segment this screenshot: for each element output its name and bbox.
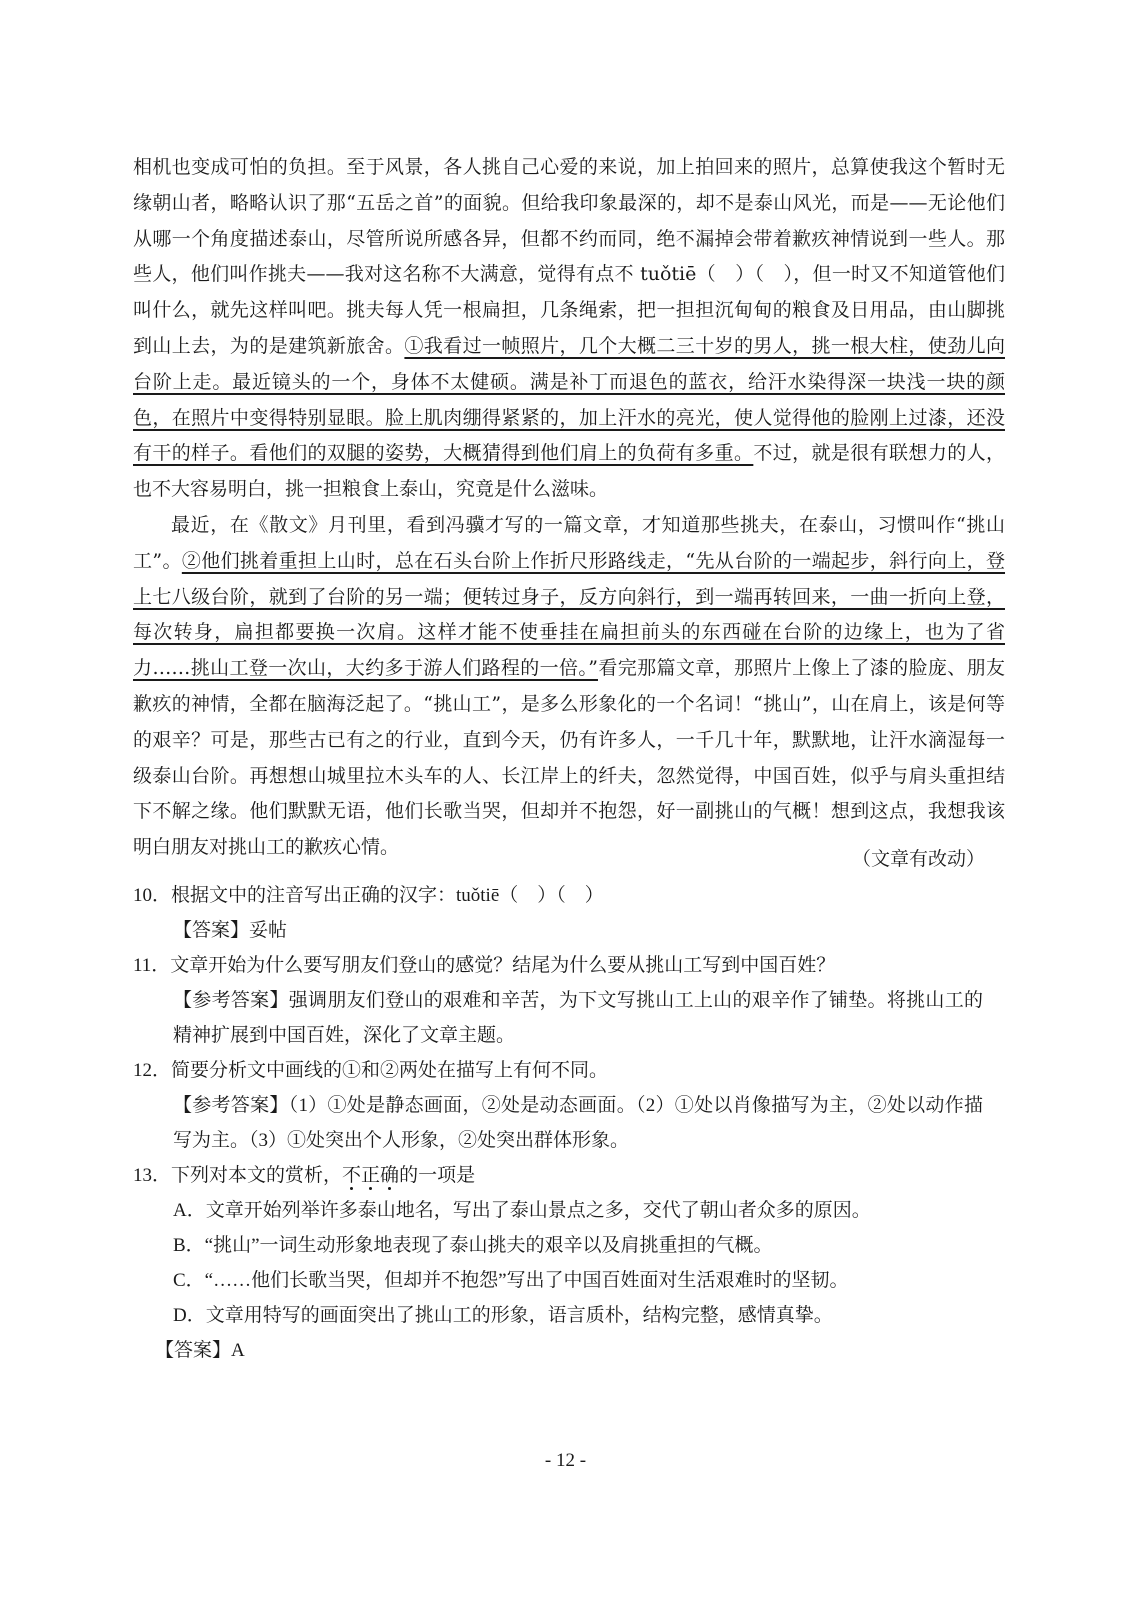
option-b: B．“挑山”一词生动形象地表现了泰山挑夫的艰辛以及肩挑重担的气概。	[173, 1235, 773, 1256]
emphasis-dot	[350, 1187, 353, 1190]
emphasis-dot	[369, 1187, 372, 1190]
passage-text: 相机也变成可怕的负担。至于风景，各人挑自己心爱的来说，加上拍回来的照片，总算使我这个暂时无缘朝山者，略略认识了那“五岳之首”的面貌。但给我印象最深的，却不是泰山风光，而是——无论他们从哪一个角度描述泰山，尽管所说所感各异，但都不约而同，绝不漏掉会带着歉疚神情说到一些人。那些人，他们叫作挑夫——我对这名称不大满意，觉得有点不 tuǒtiē（ ）（ ），但一时又不知道管他们叫什么，就先这样叫吧。挑夫每人凭一根扁担，几条绳索，把一担担沉甸甸的粮食及日用品，由山脚挑到山上去，为的是建筑新旅舍。	[133, 156, 1005, 357]
underlined-passage-2: ②他们挑着重担上山时，总在石头台阶上作折尺形路线走，“先从台阶的一端起步，斜行向上，登上七八级台阶，就到了台阶的另一端；便转过身子，反方向斜行，到一端再转回来，一曲一折向上登，每次转身，扁担都要换一次肩。这样才能不使垂挂在扁担前头的东西碰在台阶的边缘上，也为了省力……挑山工登一次山，大约多于游人们路程的一倍。”	[133, 549, 1006, 680]
option-c: C．“……他们长歌当哭，但却并不抱怨”写出了中国百姓面对生活艰难时的坚韧。	[173, 1270, 849, 1291]
answer-10: 【答案】妥帖	[173, 920, 288, 941]
emphasis-char: 正	[361, 1165, 380, 1186]
emphasized-text	[342, 1165, 399, 1186]
passage-text: 最近，在《散文》月刊里，看到冯骥才写的一篇文章，才知道那些挑夫，在泰山，习惯叫作“挑山工”。	[133, 513, 1005, 572]
reading-passage	[133, 150, 1005, 866]
question-13-suffix: 的一项是	[399, 1165, 476, 1186]
answer-12: 【参考答案】（1）①处是静态画面，②处是动态画面。（2）①处以肖像描写为主，②处以动作描写为主。（3）①处突出个人形象，②处突出群体形象。	[173, 1095, 983, 1151]
emphasis-char: 不	[342, 1165, 361, 1186]
passage-text: 看完那篇文章，那照片上像上了漆的脸庞、朋友歉疚的神情，全都在脑海泛起了。“挑山工”，是多么形象化的一个名词！“挑山”，山在肩上，该是何等的艰辛？可是，那些古已有之的行业，直到今天，仍有许多人，一千几十年，默默地，让汗水滴湿每一级泰山台阶。再想想山城里拉木头车的人、长江岸上的纤夫，忽然觉得，中国百姓，似乎与肩头重担结下不解之缘。他们默默无语，他们长歌当哭，但却并不抱怨，好一副挑山的气概！想到这点，我想我该明白朋友对挑山工的歉疚心情。	[133, 657, 1005, 859]
option-d: D．文章用特写的画面突出了挑山工的形象，语言质朴，结构完整，感情真挚。	[173, 1305, 833, 1326]
page-number: - 12 -	[544, 1450, 587, 1471]
passage-paragraph-1	[133, 150, 1005, 508]
question-13	[133, 1158, 475, 1193]
emphasis-dot	[388, 1187, 391, 1190]
question-13-prefix: 13．下列对本文的赏析，	[133, 1165, 343, 1186]
emphasis-word	[342, 1165, 399, 1186]
question-12: 12．简要分析文中画线的①和②两处在描写上有何不同。	[133, 1060, 609, 1081]
question-10: 10．根据文中的注音写出正确的汉字：tuǒtiē（ ）（ ）	[133, 885, 604, 906]
passage-paragraph-2	[133, 508, 1005, 866]
answer-13: 【答案】A	[155, 1340, 245, 1361]
emphasis-char: 确	[380, 1165, 399, 1186]
question-11: 11．文章开始为什么要写朋友们登山的感觉？结尾为什么要从挑山工写到中国百姓？	[133, 955, 836, 976]
option-a: A．文章开始列举许多泰山地名，写出了泰山景点之多，交代了朝山者众多的原因。	[173, 1200, 871, 1221]
source-note: （文章有改动）	[851, 849, 985, 870]
passage-text: 不过，就是很有联想力的人，也不大容易明白，挑一担粮食上泰山，究竟是什么滋味。	[133, 442, 1005, 501]
answer-11: 【参考答案】强调朋友们登山的艰难和辛苦，为下文写挑山工上山的艰辛作了铺垫。将挑山工的精神扩展到中国百姓，深化了文章主题。	[173, 990, 983, 1046]
underlined-passage-1: ①我看过一帧照片，几个大概二三十岁的男人，挑一根大柱，使劲儿向台阶上走。最近镜头的一个，身体不太健硕。满是补丁而退色的蓝衣，给汗水染得深一块浅一块的颜色，在照片中变得特别显眼。脸上肌肉绷得紧紧的，加上汗水的亮光，使人觉得他的脸刚上过漆，还没有干的样子。看他们的双腿的姿势，大概猜得到他们肩上的负荷有多重。	[133, 334, 1005, 465]
